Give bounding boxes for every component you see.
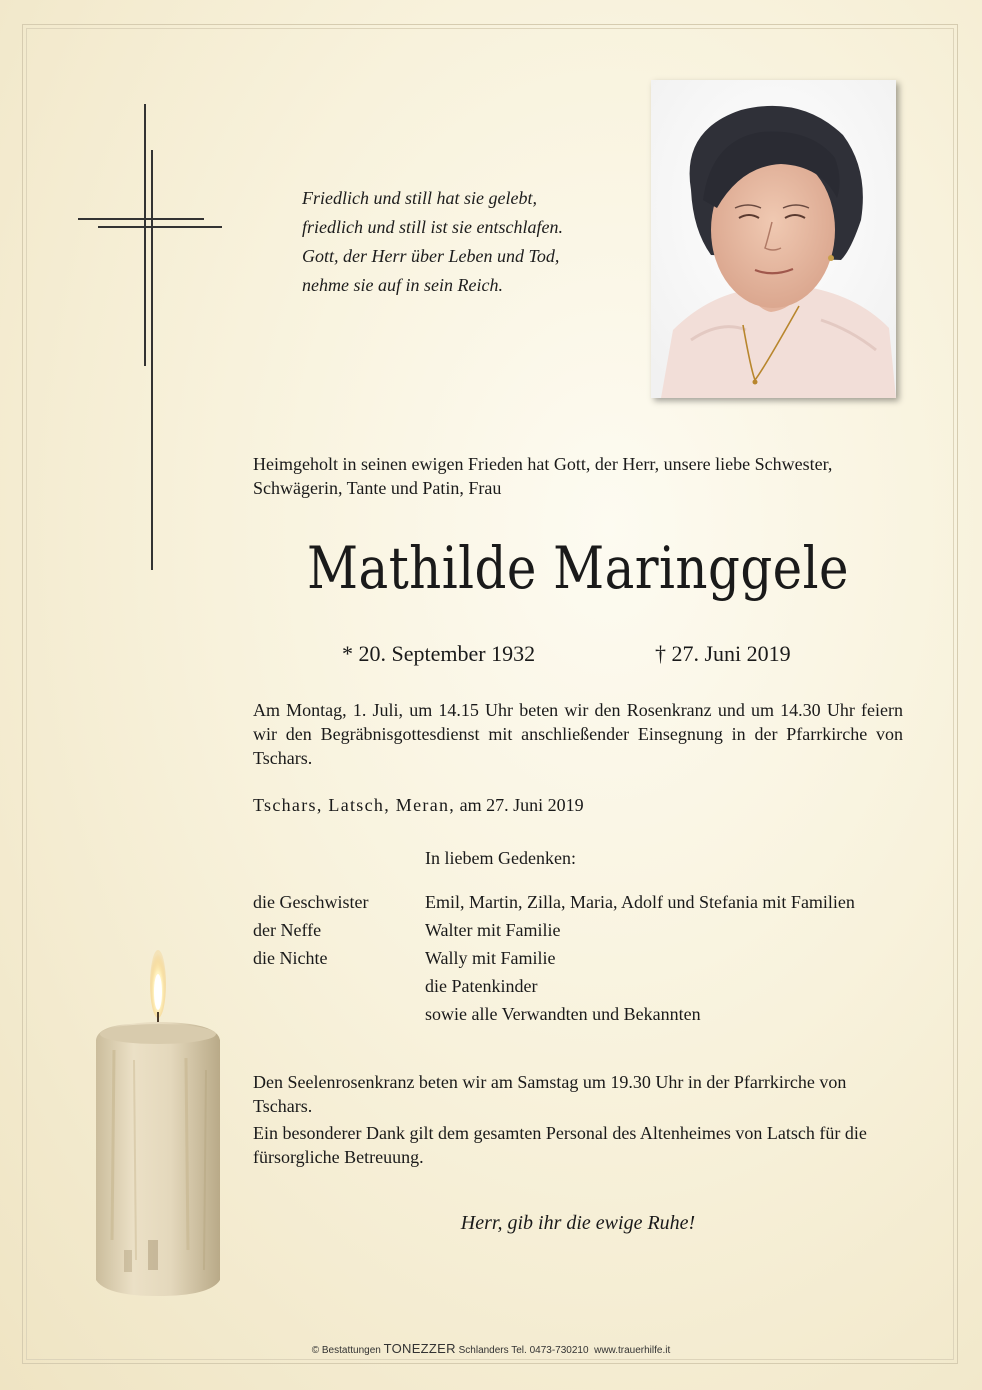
mourner-names: Emil, Martin, Zilla, Maria, Adolf und Stefania mit Familien	[425, 892, 855, 912]
places: Tschars, Latsch, Meran,	[253, 795, 456, 815]
mourner-row	[253, 972, 913, 1000]
mourner-names: sowie alle Verwandten und Bekannten	[425, 1004, 701, 1024]
announcement-date: am 27. Juni 2019	[459, 795, 584, 815]
portrait-photo	[651, 80, 896, 398]
mourner-names: Walter mit Familie	[425, 920, 561, 940]
mourner-row	[253, 944, 913, 972]
mourner-names: die Patenkinder	[425, 976, 538, 996]
mourner-relation: die Nichte	[253, 948, 328, 968]
thanks-note: Ein besonderer Dank gilt dem gesamten Personal des Altenheimes von Latsch für die fürsorgliche Betreuung.	[253, 1123, 867, 1167]
birth-date: * 20. September 1932	[342, 641, 536, 666]
mourner-row	[253, 888, 913, 916]
footer-prefix: © Bestattungen	[311, 1345, 381, 1356]
in-memory-heading: In liebem Gedenken:	[425, 848, 576, 868]
verse-line: Gott, der Herr über Leben und Tod,	[302, 246, 560, 266]
verse-line: Friedlich und still hat sie gelebt,	[302, 188, 537, 208]
verse	[302, 184, 632, 300]
footer-phone: Tel. 0473-730210	[511, 1345, 589, 1356]
verse-line: nehme sie auf in sein Reich.	[302, 275, 503, 295]
candle-icon	[90, 940, 226, 1300]
mourner-row	[253, 1000, 913, 1028]
mourner-names: Wally mit Familie	[425, 948, 556, 968]
place-date	[253, 793, 584, 817]
verse-line: friedlich und still ist sie entschlafen.	[302, 217, 563, 237]
intro-text: Heimgeholt in seinen ewigen Frieden hat Gott, der Herr, unsere liebe Schwester, Schwägerin, Tante und Patin, Frau	[253, 454, 833, 498]
footer-city: Schlanders	[458, 1345, 509, 1356]
mourner-relation: die Geschwister	[253, 892, 369, 912]
cross-icon	[78, 104, 224, 574]
mourner-relation: der Neffe	[253, 920, 322, 940]
footer-credit	[0, 1341, 982, 1356]
death-date: † 27. Juni 2019	[655, 641, 791, 666]
service-details: Am Montag, 1. Juli, um 14.15 Uhr beten wir den Rosenkranz und um 14.30 Uhr feiern wir den Begräbnisgottesdienst mit anschließender Einsegnung in der Pfarrkirche von Tschars.	[253, 700, 903, 768]
rosary-note: Den Seelenrosenkranz beten wir am Samstag um 19.30 Uhr in der Pfarrkirche von Tschars.	[253, 1072, 847, 1116]
footer-website[interactable]: www.trauerhilfe.it	[594, 1345, 671, 1356]
footer-brand: TONEZZER	[383, 1341, 456, 1356]
deceased-name: Mathilde Maringgele	[307, 534, 849, 602]
closing-prayer: Herr, gib ihr die ewige Ruhe!	[460, 1212, 696, 1234]
mourners-list	[253, 888, 913, 1028]
mourner-row	[253, 916, 913, 944]
